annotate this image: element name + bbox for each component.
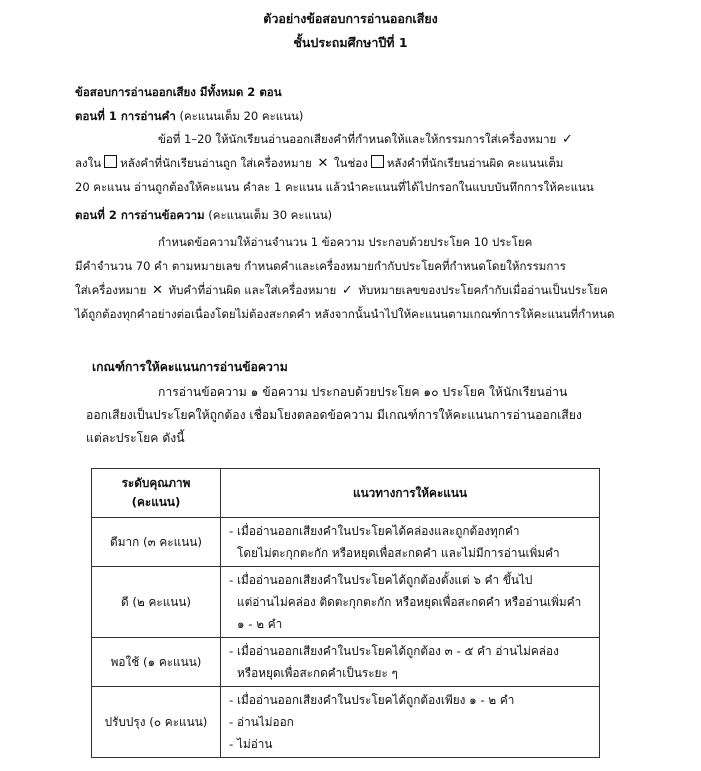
- part2-line3-a: ใส่เครื่องหมาย: [75, 283, 147, 297]
- level-header-line2: (คะแนน): [131, 495, 181, 509]
- guideline-line: หรือหยุดเพื่อสะกดคำเป็นระยะ ๆ: [237, 666, 398, 680]
- criteria-line2: ออกเสียงเป็นประโยคให้ถูกต้อง เชื่อมโยงตลอดข้อความ มีเกณฑ์การให้คะแนนการอ่านออกเสียง: [86, 408, 582, 422]
- part2-score: (คะแนนเต็ม 30 คะแนน): [208, 208, 333, 222]
- guideline-line: - เมื่ออ่านออกเสียงคำในประโยคได้ถูกต้องเพียง ๑ - ๒ คำ: [229, 693, 515, 707]
- part1-score: (คะแนนเต็ม 20 คะแนน): [179, 109, 304, 123]
- guideline-line: - เมื่ออ่านออกเสียงคำในประโยคได้ถูกต้อง ๓ - ๕ คำ อ่านไม่คล่อง: [229, 644, 559, 658]
- document-title: ตัวอย่างข้อสอบการอ่านออกเสียง: [263, 11, 438, 26]
- part2-heading: [75, 207, 332, 225]
- part2-line2: มีคำจำนวน 70 คำ ตามหมายเลข กำหนดคำและเครื่องหมายกำกับประโยคที่กำหนดโดยให้กรรมการ: [75, 259, 566, 273]
- table-row: [92, 518, 600, 567]
- part2-line1: กำหนดข้อความให้อ่านจำนวน 1 ข้อความ ประกอบด้วยประโยค 10 ประโยค: [158, 235, 533, 249]
- level-column-header: [92, 469, 221, 518]
- part2-line3-b: ทับคำที่อ่านผิด และใส่เครื่องหมาย: [168, 283, 337, 297]
- document-subtitle: ชั้นประถมศึกษาปีที่ 1: [293, 35, 408, 50]
- criteria-heading: เกณฑ์การให้คะแนนการอ่านข้อความ: [92, 360, 288, 374]
- guideline-line: - ไม่อ่าน: [229, 737, 273, 751]
- part1-line2-a: ลงใน: [75, 156, 102, 170]
- checkbox-square-icon: [371, 155, 384, 168]
- table-row: [92, 638, 600, 687]
- guideline-column-header: แนวทางการให้คะแนน: [221, 469, 600, 518]
- part2-label: ตอนที่ 2 การอ่านข้อความ: [75, 208, 205, 222]
- criteria-line1: การอ่านข้อความ ๑ ข้อความ ประกอบด้วยประโยค ๑๐ ประโยค ให้นักเรียนอ่าน: [158, 385, 568, 399]
- level-cell: ดีมาก (๓ คะแนน): [92, 518, 221, 567]
- guideline-line: - เมื่ออ่านออกเสียงคำในประโยคได้คล่องและถูกต้องทุกคำ: [229, 524, 520, 538]
- cross-mark-icon: ✕: [151, 283, 163, 298]
- guideline-cell: [221, 687, 600, 758]
- part1-line2-c: ในช่อง: [334, 156, 368, 170]
- part1-line1-text: ข้อที่ 1–20 ให้นักเรียนอ่านออกเสียงคำที่กำหนดให้และให้กรรมการใส่เครื่องหมาย: [158, 132, 557, 146]
- part1-heading: [75, 108, 303, 126]
- level-cell: ปรับปรุง (๐ คะแนน): [92, 687, 221, 758]
- part2-line3: [75, 278, 608, 303]
- guideline-cell: [221, 567, 600, 638]
- guideline-line: โดยไม่ตะกุกตะกัก หรือหยุดเพื่อสะกดคำ และไม่มีการอ่านเพิ่มคำ: [237, 546, 560, 560]
- guideline-line: ๑ - ๒ คำ: [237, 617, 283, 631]
- guideline-line: - อ่านไม่ออก: [229, 715, 294, 729]
- checkmark-icon: ✓: [341, 283, 353, 298]
- part1-line2-d: หลังคำที่นักเรียนอ่านผิด คะแนนเต็ม: [386, 156, 564, 170]
- part2-line3-c: ทับหมายเลขของประโยคกำกับเมื่ออ่านเป็นประโยค: [358, 283, 608, 297]
- part1-line2-b: หลังคำที่นักเรียนอ่านถูก ใส่เครื่องหมาย: [120, 156, 312, 170]
- table-row: [92, 687, 600, 758]
- table-row: [92, 567, 600, 638]
- cross-mark-icon: ✕: [317, 156, 329, 171]
- part1-line2: [75, 151, 563, 176]
- table-header-row: [92, 469, 600, 518]
- checkbox-square-icon: [104, 155, 117, 168]
- checkmark-icon: ✓: [561, 132, 573, 147]
- guideline-cell: [221, 518, 600, 567]
- criteria-line3: แต่ละประโยค ดังนี้: [86, 431, 185, 445]
- level-cell: พอใช้ (๑ คะแนน): [92, 638, 221, 687]
- level-header-line1: ระดับคุณภาพ: [121, 476, 191, 490]
- guideline-line: - เมื่ออ่านออกเสียงคำในประโยคได้ถูกต้องตั้งแต่ ๖ คำ ขึ้นไป: [229, 573, 533, 587]
- level-cell: ดี (๒ คะแนน): [92, 567, 221, 638]
- rubric-table: [91, 468, 600, 758]
- part1-label: ตอนที่ 1 การอ่านคำ: [75, 109, 176, 123]
- part1-line1: [158, 127, 575, 152]
- guideline-line: แต่อ่านไม่คล่อง ติดตะกุกตะกัก หรือหยุดเพื่อสะกดคำ หรืออ่านเพิ่มคำ: [237, 595, 582, 609]
- exam-heading: ข้อสอบการอ่านออกเสียง มีทั้งหมด 2 ตอน: [75, 85, 282, 99]
- guideline-cell: [221, 638, 600, 687]
- part1-line3: 20 คะแนน อ่านถูกต้องให้คะแนน คำละ 1 คะแนน แล้วนำคะแนนที่ได้ไปกรอกในแบบบันทึกการให้คะแนน: [75, 180, 594, 194]
- part2-line4: ได้ถูกต้องทุกคำอย่างต่อเนื่องโดยไม่ต้องสะกดคำ หลังจากนั้นนำไปให้คะแนนตามเกณฑ์การให้คะแนนที่กำหนด: [75, 307, 615, 321]
